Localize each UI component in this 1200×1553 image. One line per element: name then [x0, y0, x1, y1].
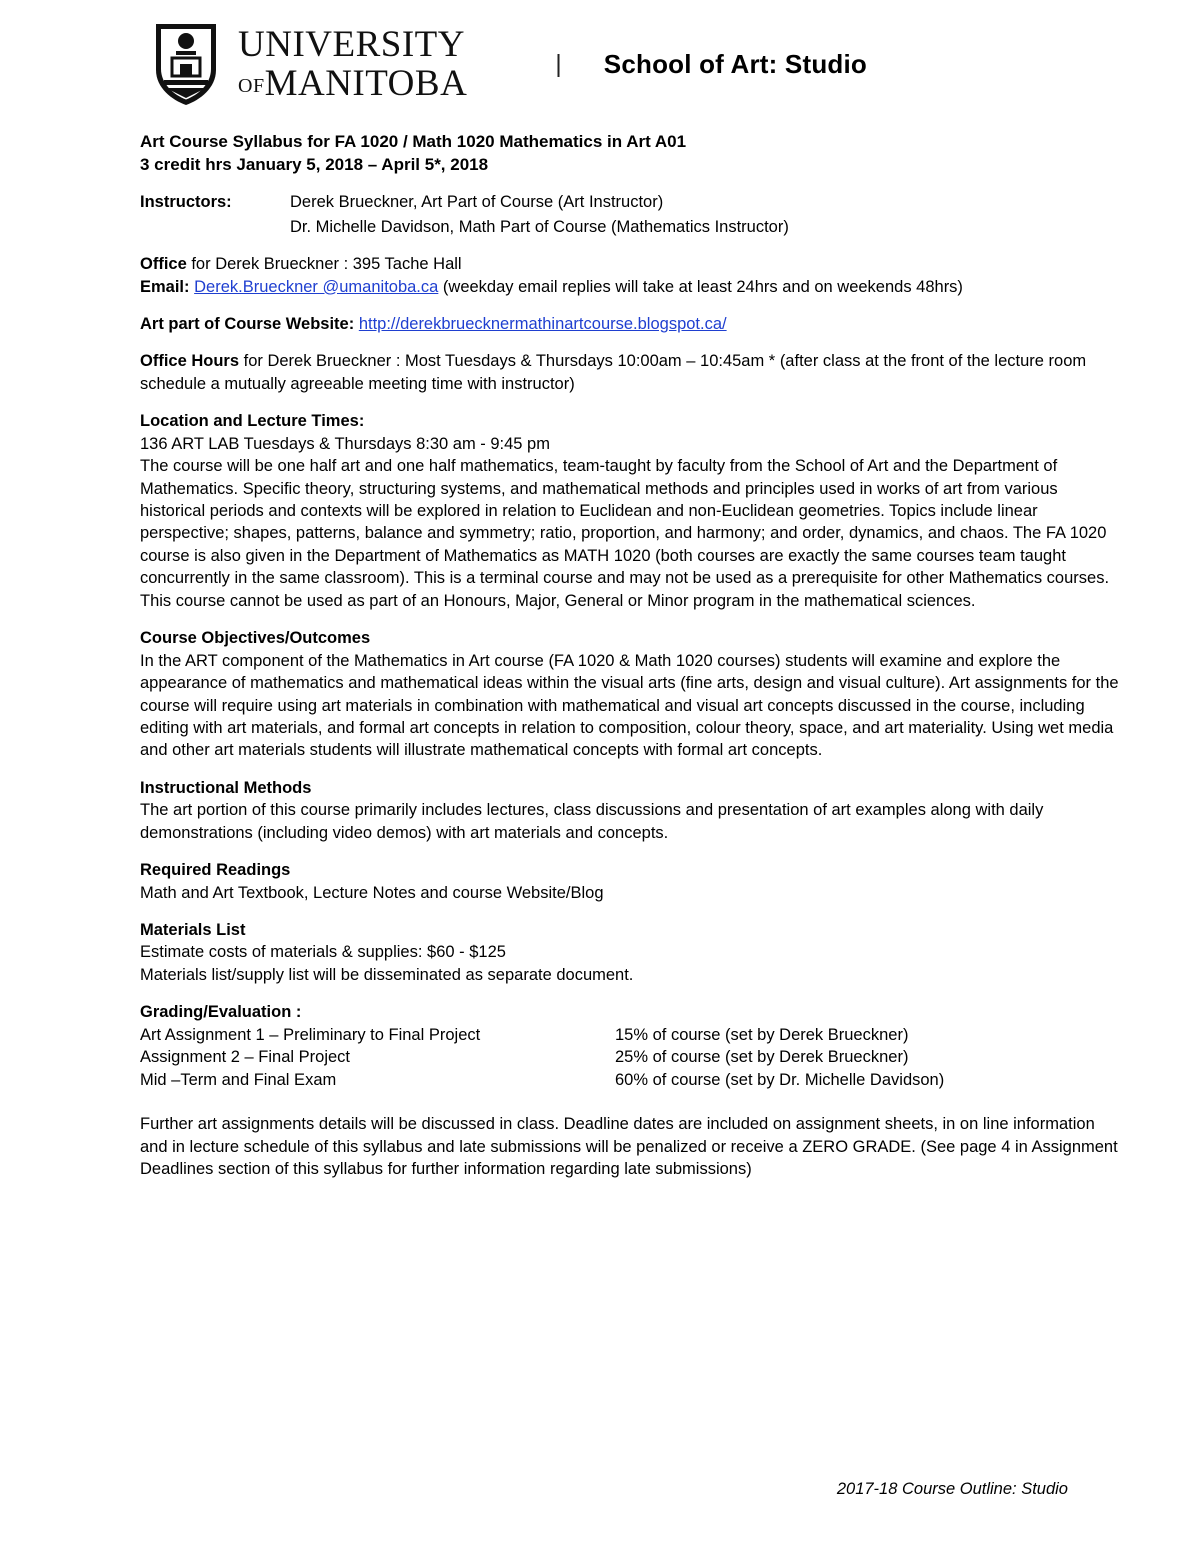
section-instructional-methods-para-1: The art portion of this course primarily includes lectures, class discussions and presentation of art examples along with daily demonstrations (including video demos) with art materials and concepts.: [140, 801, 1044, 842]
university-crest-icon: [150, 20, 222, 108]
wordmark-line-2: [238, 65, 467, 102]
syllabus-title-line-1: Art Course Syllabus for FA 1020 / Math 1020 Mathematics in Art A01: [140, 132, 687, 151]
section-heading-materials-list: Materials List: [140, 921, 246, 940]
section-heading-instructional-methods: Instructional Methods: [140, 778, 312, 797]
grading-item-2: Assignment 2 – Final Project: [140, 1048, 351, 1067]
section-materials-list-para-2: Materials list/supply list will be disseminated as separate document.: [140, 965, 634, 984]
grading-value-3: 60% of course (set by Dr. Michelle Davidson): [615, 1070, 945, 1089]
office-line: [140, 253, 1120, 275]
document-footer: 2017-18 Course Outline: Studio: [836, 1480, 1068, 1498]
instructor-2: Dr. Michelle Davidson, Math Part of Course (Mathematics Instructor): [290, 217, 789, 236]
university-wordmark: [238, 26, 467, 102]
grading-item-1: Art Assignment 1 – Preliminary to Final Project: [140, 1025, 481, 1044]
section-location-para-1: 136 ART LAB Tuesdays & Thursdays 8:30 am - 9:45 pm: [140, 434, 550, 453]
instructors-label: Instructors:: [140, 193, 232, 212]
document-header: [150, 14, 1120, 114]
section-heading-objectives: Course Objectives/Outcomes: [140, 629, 371, 648]
header-divider: |: [555, 49, 562, 78]
section-required-readings-para-1: Math and Art Textbook, Lecture Notes and course Website/Blog: [140, 883, 604, 902]
wordmark-of: OF: [238, 75, 265, 97]
instructors-block: [140, 191, 1120, 238]
website-label: Art part of Course Website:: [140, 314, 355, 333]
wordmark-line-1: UNIVERSITY: [238, 24, 465, 65]
wordmark-manitoba: MANITOBA: [264, 63, 468, 104]
email-label: Email:: [140, 277, 190, 296]
grading-value-2: 25% of course (set by Derek Brueckner): [615, 1048, 909, 1067]
office-label: Office: [140, 255, 187, 274]
grading-value-1: 15% of course (set by Derek Brueckner): [615, 1025, 909, 1044]
document-body: [140, 130, 1120, 1180]
grading-row: [140, 1069, 1120, 1091]
office-hours-label: Office Hours: [140, 352, 240, 371]
section-location-para-2: The course will be one half art and one half mathematics, team-taught by faculty from the School of Art and the Department of Mathematics. Specific theory, structuring systems, and mathematical methods and principles used in works of art from various historical periods and contexts will be explored in relation to Euclidean and non-Euclidean geometries. Topics include linear perspective; shapes, patterns, balance and symmetry; ratio, proportion, and harmony; and order, dynamics, and chaos. The FA 1020 course is also given in the Department of Mathematics as MATH 1020 (both courses are exactly the same courses team taught concurrently in the same classroom). This is a terminal course and may not be used as a prerequisite for other Mathematics courses. This course cannot be used as part of an Honours, Major, General or Minor program in the mathematical sciences.: [140, 457, 1110, 610]
section-heading-location: Location and Lecture Times:: [140, 412, 365, 431]
section-heading-required-readings: Required Readings: [140, 861, 291, 880]
grading-row: [140, 1024, 1120, 1046]
syllabus-title-line-2: 3 credit hrs January 5, 2018 – April 5*, 2018: [140, 155, 489, 175]
office-text: for Derek Brueckner : 395 Tache Hall: [186, 255, 462, 274]
office-hours-text: for Derek Brueckner : Most Tuesdays & Thursdays 10:00am – 10:45am * (after class at the front of the lecture room schedule a mutually agreeable meeting time with instructor): [140, 352, 1087, 393]
section-heading-grading: Grading/Evaluation :: [140, 1003, 302, 1022]
unit-title: School of Art: Studio: [603, 48, 867, 79]
closing-paragraph: Further art assignments details will be discussed in class. Deadline dates are included on assignment sheets, in on line information and in lecture schedule of this syllabus and late submissions will be penalized or receive a ZERO GRADE. (See page 4 in Assignment Deadlines section of this syllabus for further information regarding late submissions): [140, 1115, 1118, 1178]
course-website-link[interactable]: http://derekbruecknermathinartcourse.blogspot.ca/: [358, 314, 727, 333]
email-line: [140, 276, 1120, 298]
email-link[interactable]: Derek.Brueckner @umanitoba.ca: [194, 277, 439, 296]
website-line: [140, 313, 1120, 335]
grading-item-3: Mid –Term and Final Exam: [140, 1070, 337, 1089]
grading-row: [140, 1046, 1120, 1068]
section-materials-list-para-1: Estimate costs of materials & supplies: $60 - $125: [140, 943, 506, 962]
section-objectives-para-1: In the ART component of the Mathematics in Art course (FA 1020 & Math 1020 courses) students will examine and explore the appearance of mathematics and mathematical ideas within the visual arts (fine arts, design and visual culture). Art assignments for the course will require using art materials in combination with mathematical and visual art concepts discussed in the course, including editing with art materials, and formal art concepts in relation to composition, colour theory, space, and art materiality. Using wet media and other art materials students will illustrate mathematical concepts with formal art concepts.: [140, 651, 1119, 760]
office-hours-line: [140, 350, 1120, 395]
email-note: (weekday email replies will take at least 24hrs and on weekends 48hrs): [438, 277, 963, 296]
instructor-1: Derek Brueckner, Art Part of Course (Art Instructor): [290, 193, 664, 212]
instructors-label-spacer: [140, 216, 290, 238]
